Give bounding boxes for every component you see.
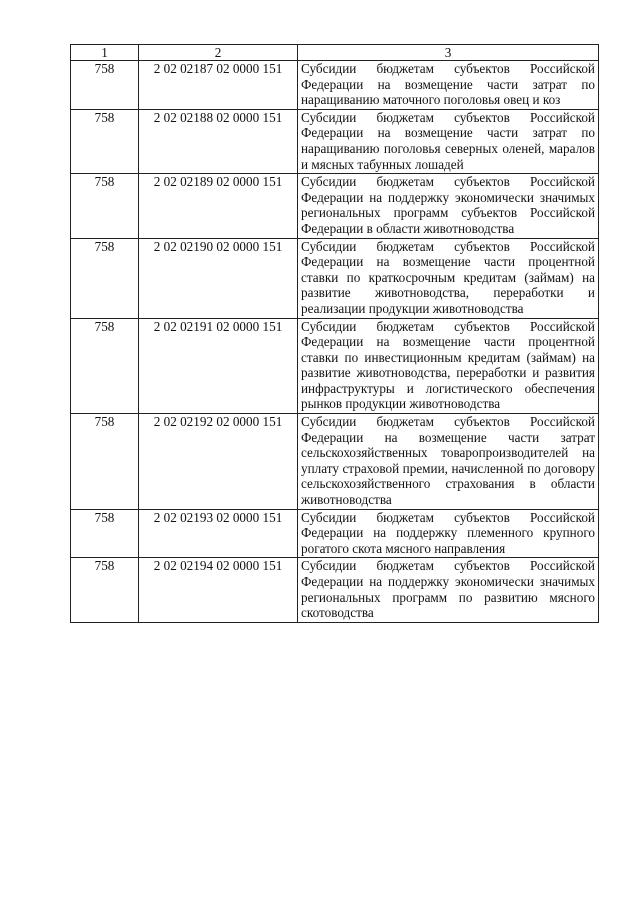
- budget-code-cell: 2 02 02187 02 0000 151: [139, 61, 298, 110]
- budget-code-cell: 2 02 02189 02 0000 151: [139, 174, 298, 238]
- description-cell: Субсидии бюджетам субъектов Российской Федерации на поддержку племенного крупного рогатого скота мясного направления: [298, 509, 599, 558]
- table-row: [71, 109, 599, 173]
- budget-classification-table: [70, 44, 599, 623]
- budget-code-cell: 2 02 02190 02 0000 151: [139, 238, 298, 318]
- description-cell: Субсидии бюджетам субъектов Российской Федерации на возмещение части процентной ставки по краткосрочным кредитам (займам) на развитие животноводства, переработки и реализации продукции животноводства: [298, 238, 599, 318]
- table-row: [71, 61, 599, 110]
- description-cell: Субсидии бюджетам субъектов Российской Федерации на возмещение части процентной ставки по инвестиционным кредитам (займам) на развитие животноводства, переработки и развития инфраструктуры и логистического обеспечения рынков продукции животноводства: [298, 318, 599, 414]
- budget-code-cell: 2 02 02193 02 0000 151: [139, 509, 298, 558]
- description-cell: Субсидии бюджетам субъектов Российской Федерации на поддержку экономически значимых региональных программ по развитию мясного скотоводства: [298, 558, 599, 622]
- admin-code-cell: 758: [71, 61, 139, 110]
- table-row: [71, 238, 599, 318]
- admin-code-cell: 758: [71, 174, 139, 238]
- description-cell: Субсидии бюджетам субъектов Российской Федерации на возмещение части затрат по наращиванию маточного поголовья овец и коз: [298, 61, 599, 110]
- column-header-1: 1: [71, 45, 139, 61]
- table-row: [71, 414, 599, 510]
- table-row: [71, 509, 599, 558]
- admin-code-cell: 758: [71, 109, 139, 173]
- column-header-3: 3: [298, 45, 599, 61]
- description-cell: Субсидии бюджетам субъектов Российской Федерации на возмещение части затрат сельскохозяйственных товаропроизводителей на уплату страховой премии, начисленной по договору сельскохозяйственного страхования в области животноводства: [298, 414, 599, 510]
- description-cell: Субсидии бюджетам субъектов Российской Федерации на поддержку экономически значимых региональных программ субъектов Российской Федерации в области животноводства: [298, 174, 599, 238]
- admin-code-cell: 758: [71, 414, 139, 510]
- description-cell: Субсидии бюджетам субъектов Российской Федерации на возмещение части затрат по наращиванию поголовья северных оленей, маралов и мясных табунных лошадей: [298, 109, 599, 173]
- column-header-2: 2: [139, 45, 298, 61]
- admin-code-cell: 758: [71, 509, 139, 558]
- budget-code-cell: 2 02 02188 02 0000 151: [139, 109, 298, 173]
- admin-code-cell: 758: [71, 238, 139, 318]
- table-header-row: [71, 45, 599, 61]
- admin-code-cell: 758: [71, 558, 139, 622]
- table-row: [71, 558, 599, 622]
- budget-code-cell: 2 02 02194 02 0000 151: [139, 558, 298, 622]
- budget-code-cell: 2 02 02192 02 0000 151: [139, 414, 298, 510]
- table-row: [71, 174, 599, 238]
- admin-code-cell: 758: [71, 318, 139, 414]
- budget-code-cell: 2 02 02191 02 0000 151: [139, 318, 298, 414]
- table-row: [71, 318, 599, 414]
